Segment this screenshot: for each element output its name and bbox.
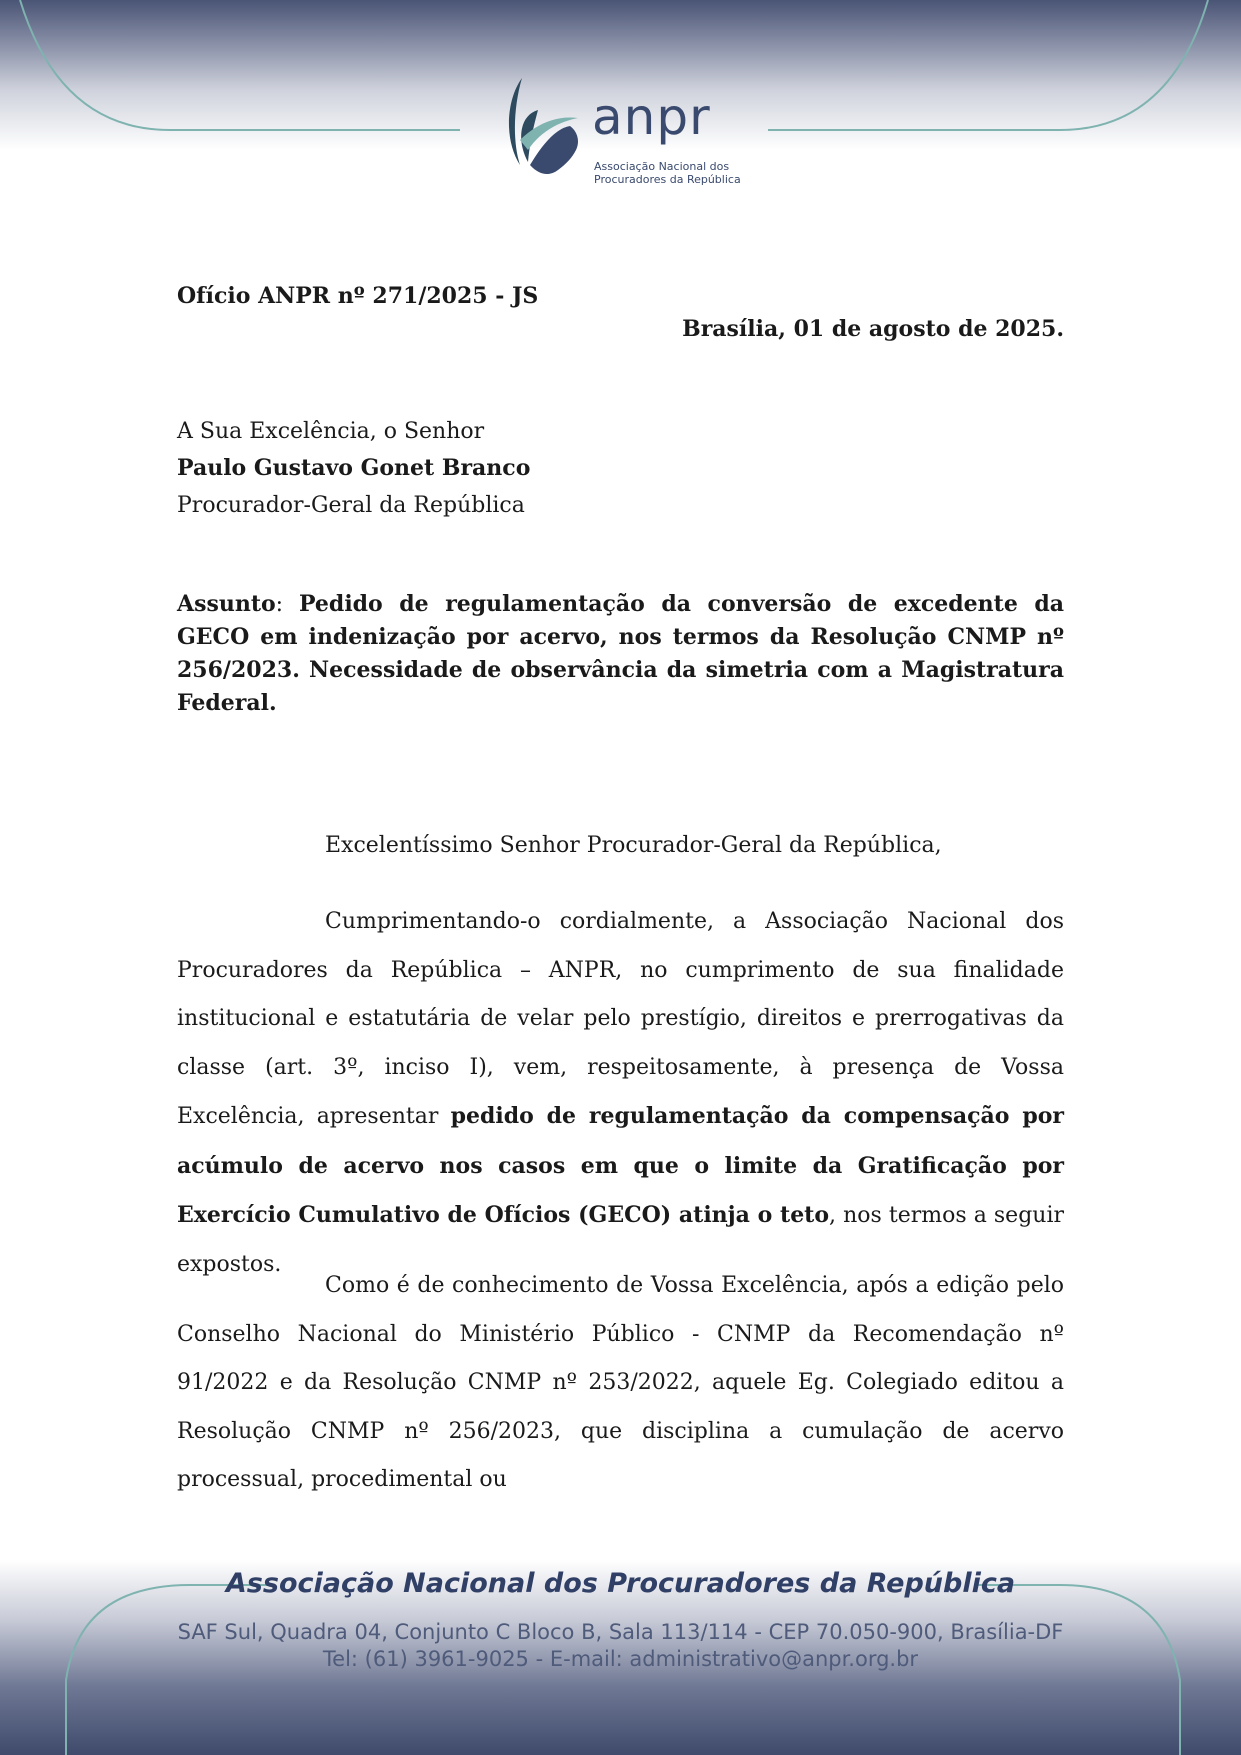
paragraph-1 <box>177 898 1064 1289</box>
recipient-name: Paulo Gustavo Gonet Branco <box>177 455 531 481</box>
footer-address: SAF Sul, Quadra 04, Conjunto C Bloco B, Sala 113/114 - CEP 70.050-900, Brasília-DF <box>177 1620 1064 1644</box>
footer-contact: Tel: (61) 3961-9025 - E-mail: administrativo@anpr.org.br <box>322 1647 919 1671</box>
paragraph-1-text-c: , nos termos a seguir expostos. <box>177 1203 1064 1277</box>
subject-label: Assunto <box>177 591 276 617</box>
subject-block: Assunto: Pedido de regulamentação da conversão de excedente da GECO em indenização por acervo, nos termos da Resolução CNMP nº 256/2023. Necessidade de observância da simetria com a Magistratura Federal. <box>177 591 1065 716</box>
footer-org-name: Associação Nacional dos Procuradores da República <box>225 1568 1016 1599</box>
anpr-logo <box>500 70 740 190</box>
logo-subtitle: Associação Nacional dos Procuradores da República <box>594 160 741 186</box>
paragraph-1-emphasis: pedido de regulamentação da compensação por acúmulo de acervo nos casos em que o limite da Gratificação por Exercício Cumulativo de Ofícios (GECO) atinja o teto <box>177 1103 1064 1228</box>
recipient-block <box>177 413 1064 524</box>
letter-date: Brasília, 01 de agosto de 2025. <box>682 316 1064 342</box>
logo-wordmark: anpr <box>592 88 711 146</box>
oficio-number: Ofício ANPR nº 271/2025 - JS <box>177 283 539 309</box>
recipient-title: Procurador-Geral da República <box>177 493 525 518</box>
subject-text: Pedido de regulamentação da conversão de excedente da GECO em indenização por acervo, nos termos da Resolução CNMP nº 256/2023. Necessidade de observância da simetria com a Magistratura Federal. <box>177 591 1065 716</box>
greeting: Excelentíssimo Senhor Procurador-Geral da República, <box>325 833 942 858</box>
paragraph-2: Como é de conhecimento de Vossa Excelência, após a edição pelo Conselho Nacional do Ministério Público - CNMP da Recomendação nº 91/2022 e da Resolução CNMP nº 253/2022, aquele Eg. Colegiado editou a Resolução CNMP nº 256/2023, que disciplina a cumulação de acervo processual, procedimental ou <box>177 1273 1064 1492</box>
paragraph-1-text-a: Cumprimentando-o cordialmente, a Associação Nacional dos Procuradores da República – ANPR, no cumprimento de sua finalidade institucional e estatutária de velar pelo prestígio, direitos e prerrogativas da classe (art. 3º, inciso I), vem, respeitosamente, à presença de Vossa Excelência, apresentar <box>177 909 1064 1129</box>
recipient-salutation: A Sua Excelência, o Senhor <box>177 419 485 444</box>
logo-emblem-icon <box>500 70 590 190</box>
